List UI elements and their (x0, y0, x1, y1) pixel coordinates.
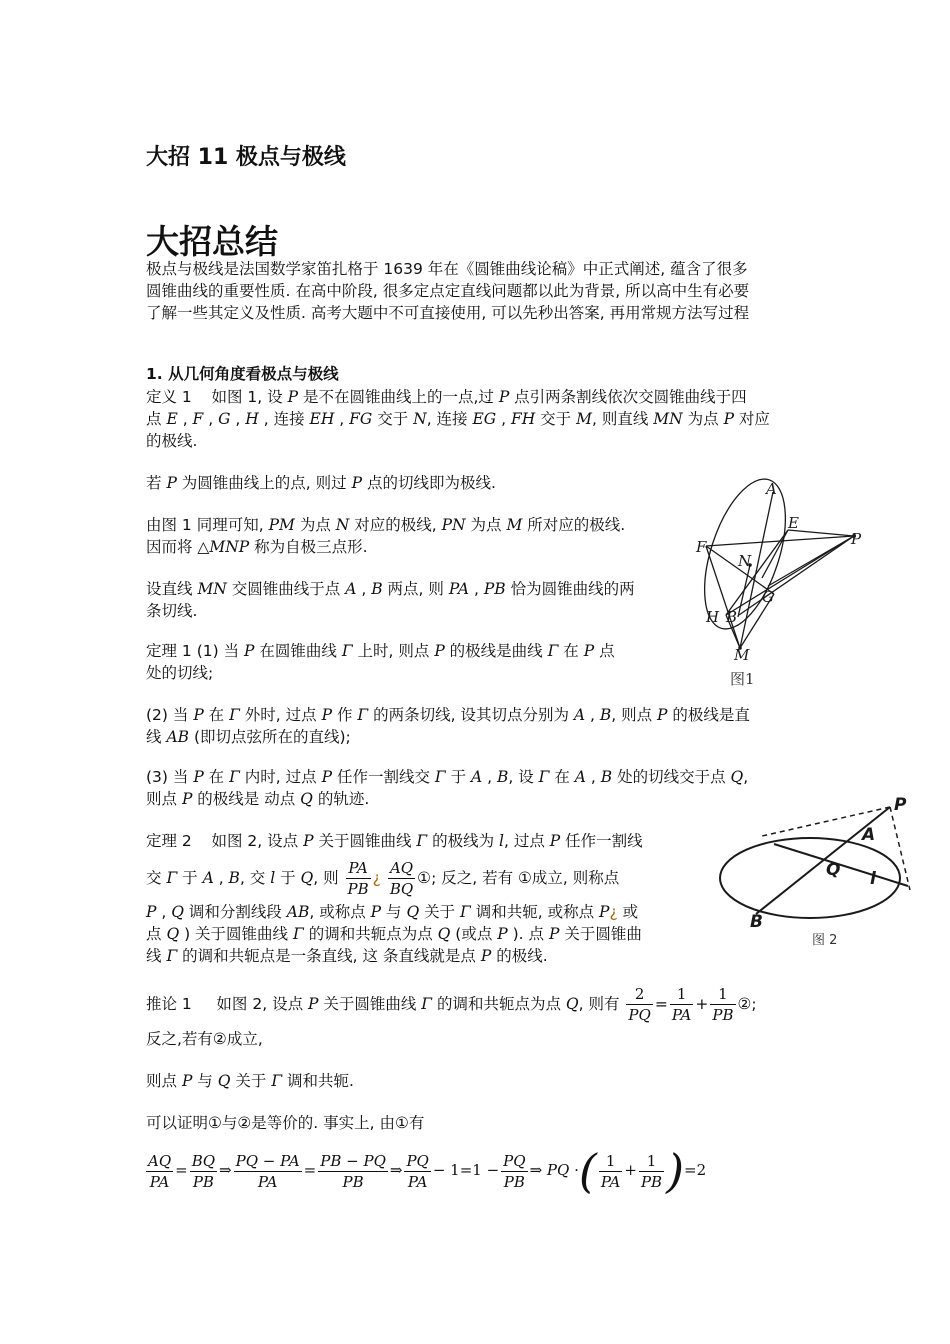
fraction: $\frac{PQ}{PA}$ (406, 1151, 429, 1191)
subsection-heading: 1. 从几何角度看极点与极线 (146, 365, 339, 383)
figure-1-diagram (688, 470, 878, 690)
fraction: $\frac{PQ - PA}{PA}$ (235, 1151, 300, 1191)
definition-1: 定义 1 如图 1, 设 P 是不在圆锥曲线上的一点,过 P 点引两条割线依次交圆锥曲线于四 点 E , F , G , H , 连接 EH , FG 交于 N, 连接 EG , FH 交于 M, 则直线 MN 为点 P 对应 的极线. (146, 388, 770, 450)
corollary-1: 推论 1 如图 2, 设点 P 关于圆锥曲线 Γ 的调和共轭点为点 Q, 则有 $\frac{2}{PQ}$ = $\frac{1}{PA}$ + $\frac{1}{PB}$ ②; (146, 985, 757, 1024)
figure-1-label: G (762, 588, 774, 606)
figure-1-label: H (706, 608, 720, 626)
fraction: $\frac{1}{PB}$ (712, 985, 734, 1024)
tangent-lines-note: 设直线 MN 交圆锥曲线于点 A , B 两点, 则 PA , PB 恰为圆锥曲线的两 条切线. (146, 580, 635, 620)
summary-heading: 大招总结 (146, 222, 278, 261)
derivation-equation: $\frac{AQ}{PA}$ = $\frac{BQ}{PB}$ ⇒ $\frac{PQ - PA}{PA}$ = $\frac{PB - PQ}{PB}$ ⇒ $\frac{PQ}{PA}$ − 1=1 − $\frac{PQ}{PB}$ ⇒ PQ ·( $\frac{1}{PA}$ + $\frac{1}{PB}$ )=2 (148, 1144, 707, 1198)
fraction: $\frac{1}{PA}$ (671, 985, 692, 1024)
intro-line: 圆锥曲线的重要性质. 在高中阶段, 很多定点定直线问题都以此为背景, 所以高中生有必要 (146, 282, 750, 300)
equivalence-note: 可以证明①与②是等价的. 事实上, 由①有 (146, 1114, 425, 1132)
self-polar-note: 由图 1 同理可知, PM 为点 N 对应的极线, PN 为点 M 所对应的极线. 因而将 △MNP 称为自极三点形. (146, 516, 626, 556)
figure-2-caption: 图 2 (812, 933, 838, 948)
figure-2-diagram (712, 796, 912, 956)
figure-1-label: A (766, 480, 777, 498)
harmonic-conjugate-note: 则点 P 与 Q 关于 Γ 调和共轭. (146, 1072, 354, 1090)
intro-paragraph (146, 258, 749, 324)
theorem-1-case-2: (2) 当 P 在 Γ 外时, 过点 P 作 Γ 的两条切线, 设其切点分别为 A , B, 则点 P 的极线是直 线 AB (即切点弦所在的直线); (146, 706, 750, 746)
corollary-converse: 反之,若有②成立, (146, 1030, 263, 1048)
figure-1-label: B (726, 608, 738, 626)
section-title: 大招 11 极点与极线 (146, 145, 346, 170)
figure-2-label: A (862, 825, 876, 845)
fraction: $\frac{AQ}{BQ}$ (389, 859, 414, 898)
fraction: $\frac{BQ}{PB}$ (191, 1151, 216, 1191)
figure-1-label: M (734, 646, 750, 664)
figure-2-label: P (894, 796, 907, 815)
intro-line: 了解一些其定义及性质. 高考大题中不可直接使用, 可以先秒出答案, 再用常规方法写过程 (146, 304, 750, 322)
theorem-1: 定理 1 (1) 当 P 在圆锥曲线 Γ 上时, 则点 P 的极线是曲线 Γ 在 P 点 处的切线; (146, 642, 615, 682)
figure-1-label: P (851, 530, 862, 548)
figure-2-label: Q (826, 860, 841, 880)
figure-2-label: l (870, 869, 876, 889)
theorem-1-case-3: (3) 当 P 在 Γ 内时, 过点 P 任作一割线交 Γ 于 A , B, 设 Γ 在 A , B 处的切线交于点 Q, 则点 P 的极线是 动点 Q 的轨迹. (146, 768, 749, 808)
tangent-note: 若 P 为圆锥曲线上的点, 则过 P 点的切线即为极线. (146, 474, 496, 492)
fraction: $\frac{PA}{PB}$ (347, 859, 369, 898)
figure-2-label: B (750, 912, 763, 932)
fraction: $\frac{1}{PA}$ (600, 1151, 621, 1191)
figure-1-label: N (738, 552, 752, 570)
figure-1-label: E (788, 514, 799, 532)
theorem-2: 定理 2 如图 2, 设点 P 关于圆锥曲线 Γ 的极线为 l, 过点 P 任作一割线 交 Γ 于 A , B, 交 l 于 Q, 则 $\frac{PA}{PB}$ ¿ $\frac{AQ}{BQ}$ ①; 反之, 若有 ①成立, 则称点 P , Q 调和分割线段 AB, 或称点 P 与 Q 关于 Γ 调和共轭, 或称点 P¿ 或 点 Q ) 关于圆锥曲线 Γ 的调和共轭点为点 Q (或点 P ). 点 P 关于圆锥曲 线 Γ 的调和共轭点是一条直线, 这 条直线就是点 P 的极线. (146, 832, 643, 965)
fraction: $\frac{1}{PB}$ (640, 1151, 663, 1191)
figure-1-caption: 图1 (730, 670, 755, 688)
fraction: $\frac{PQ}{PB}$ (503, 1151, 526, 1191)
fraction: $\frac{AQ}{PA}$ (148, 1151, 172, 1191)
fraction: $\frac{PB - PQ}{PB}$ (320, 1151, 386, 1191)
figure-1-label: F (696, 538, 707, 556)
fraction: $\frac{2}{PQ}$ (628, 985, 651, 1024)
intro-line: 极点与极线是法国数学家笛扎格于 1639 年在《圆锥曲线论稿》中正式阐述, 蕴含了很多 (146, 260, 748, 278)
